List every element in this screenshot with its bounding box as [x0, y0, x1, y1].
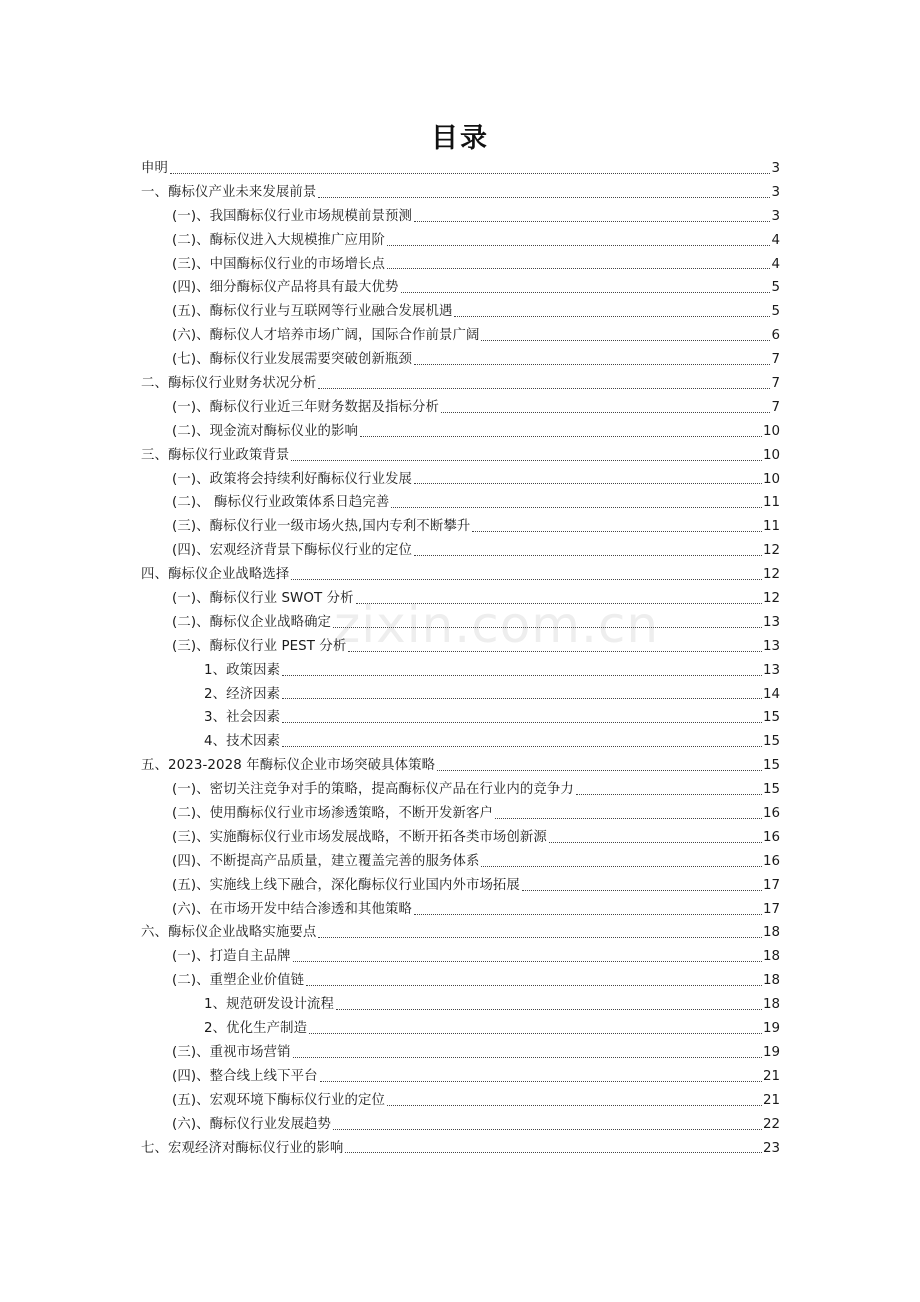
toc-entry-title: (二)、使用酶标仪行业市场渗透策略，不断开发新客户	[172, 806, 493, 822]
toc-entry[interactable]	[141, 635, 780, 659]
toc-entry[interactable]	[141, 157, 780, 181]
toc-entry[interactable]	[141, 874, 780, 898]
toc-page-number: 16	[762, 829, 780, 845]
toc-dot-leader	[414, 220, 770, 222]
toc-page-number: 7	[771, 399, 780, 415]
toc-entry[interactable]	[141, 778, 780, 802]
toc-entry[interactable]	[141, 898, 780, 922]
toc-entry-title: 六、酶标仪企业战略实施要点	[141, 925, 317, 941]
toc-page-number: 21	[762, 1092, 780, 1108]
toc-entry[interactable]	[141, 659, 780, 683]
toc-entry-title: (三)、重视市场营销	[172, 1044, 291, 1060]
toc-page-number: 18	[762, 973, 780, 989]
toc-entry-title: 4、技术因素	[204, 734, 281, 750]
toc-entry-title: 三、酶标仪行业政策背景	[141, 447, 290, 463]
toc-dot-leader	[387, 244, 770, 246]
toc-page-number: 22	[762, 1116, 780, 1132]
toc-dot-leader	[576, 793, 762, 795]
page-title: 目录	[431, 123, 489, 154]
toc-entry[interactable]	[141, 730, 780, 754]
toc-entry-title: (一)、密切关注竞争对手的策略，提高酶标仪产品在行业内的竞争力	[172, 782, 574, 798]
toc-entry[interactable]	[141, 181, 780, 205]
toc-entry-title: (一)、酶标仪行业 SWOT 分析	[172, 591, 354, 607]
toc-page-number: 10	[762, 447, 780, 463]
toc-entry[interactable]	[141, 683, 780, 707]
toc-page-number: 5	[771, 280, 780, 296]
toc-entry[interactable]	[141, 300, 780, 324]
toc-dot-leader	[345, 1151, 762, 1153]
toc-dot-leader	[414, 363, 770, 365]
toc-dot-leader	[481, 339, 770, 341]
toc-page-number: 11	[762, 495, 780, 511]
toc-entry[interactable]	[141, 515, 780, 539]
toc-entry-title: 申明	[141, 160, 168, 176]
toc-page-number: 19	[762, 1021, 780, 1037]
toc-dot-leader	[282, 674, 762, 676]
toc-entry[interactable]	[141, 922, 780, 946]
toc-page-number: 10	[762, 423, 780, 439]
toc-entry[interactable]	[141, 993, 780, 1017]
toc-dot-leader	[293, 1056, 762, 1058]
toc-page-number: 5	[771, 304, 780, 320]
toc-dot-leader	[437, 769, 762, 771]
toc-entry-title: (五)、宏观环境下酶标仪行业的定位	[172, 1092, 386, 1108]
toc-entry-title: (六)、在市场开发中结合渗透和其他策略	[172, 901, 412, 917]
toc-dot-leader	[291, 578, 762, 580]
toc-page-number: 15	[762, 734, 780, 750]
toc-entry[interactable]	[141, 1065, 780, 1089]
toc-entry[interactable]	[141, 253, 780, 277]
toc-entry[interactable]	[141, 1113, 780, 1137]
toc-entry-title: (一)、酶标仪行业近三年财务数据及指标分析	[172, 399, 439, 415]
toc-entry[interactable]	[141, 229, 780, 253]
toc-dot-leader	[441, 411, 771, 413]
toc-entry[interactable]	[141, 587, 780, 611]
toc-entry[interactable]	[141, 611, 780, 635]
toc-page-number: 3	[771, 208, 780, 224]
toc-entry[interactable]	[141, 1137, 780, 1161]
toc-entry-title: 七、宏观经济对酶标仪行业的影响	[141, 1140, 344, 1156]
toc-entry-title: (二)、现金流对酶标仪业的影响	[172, 423, 359, 439]
toc-page-number: 4	[771, 232, 780, 248]
toc-entry[interactable]	[141, 468, 780, 492]
toc-page-number: 7	[771, 376, 780, 391]
toc-page-number: 15	[762, 710, 780, 726]
toc-dot-leader	[495, 817, 762, 819]
toc-entry-title: (一)、打造自主品牌	[172, 949, 291, 965]
toc-page-number: 19	[762, 1044, 780, 1060]
toc-page-number: 21	[762, 1068, 780, 1084]
toc-entry-title: (六)、酶标仪人才培养市场广阔，国际合作前景广阔	[172, 328, 480, 344]
toc-page-number: 15	[762, 782, 780, 798]
toc-page-number: 18	[762, 949, 780, 965]
toc-entry-title: (一)、我国酶标仪行业市场规模前景预测	[172, 208, 412, 224]
toc-entry[interactable]	[141, 420, 780, 444]
toc-entry-title: 1、政策因素	[204, 662, 281, 678]
toc-entry-title: 五、2023-2028 年酶标仪企业市场突破具体策略	[141, 758, 436, 774]
toc-page-number: 3	[771, 160, 780, 176]
toc-dot-leader	[318, 196, 770, 198]
toc-dot-leader	[309, 1032, 762, 1034]
toc-entry[interactable]	[141, 205, 780, 229]
toc-entry[interactable]	[141, 826, 780, 850]
toc-dot-leader	[356, 602, 762, 604]
toc-entry-title: 2、经济因素	[204, 686, 281, 702]
toc-entry-title: (二)、酶标仪企业战略确定	[172, 614, 332, 630]
toc-dot-leader	[282, 721, 762, 723]
toc-entry-title: 二、酶标仪行业财务状况分析	[141, 376, 317, 391]
toc-page-number: 12	[762, 543, 780, 559]
toc-entry[interactable]	[141, 1041, 780, 1065]
toc-entry-title: (四)、整合线上线下平台	[172, 1068, 318, 1084]
toc-dot-leader	[170, 172, 770, 174]
toc-entry-title: (四)、细分酶标仪产品将具有最大优势	[172, 280, 399, 296]
toc-entry-title: 一、酶标仪产业未来发展前景	[141, 184, 317, 200]
watermark: zixin.com.cn	[334, 596, 660, 654]
toc-entry[interactable]	[141, 396, 780, 420]
toc-dot-leader	[348, 650, 762, 652]
toc-entry-title: 1、规范研发设计流程	[204, 997, 335, 1013]
toc-entry-title: (三)、酶标仪行业一级市场火热,国内专利不断攀升	[172, 519, 471, 535]
toc-dot-leader	[454, 315, 770, 317]
toc-dot-leader	[522, 889, 762, 891]
toc-entry-title: (三)、实施酶标仪行业市场发展战略，不断开拓各类市场创新源	[172, 829, 547, 845]
toc-dot-leader	[414, 554, 762, 556]
toc-dot-leader	[391, 506, 762, 508]
toc-entry[interactable]	[141, 444, 780, 468]
toc-entry-title: (六)、酶标仪行业发展趋势	[172, 1116, 332, 1132]
toc-page-number: 11	[762, 519, 780, 535]
toc-entry[interactable]	[141, 324, 780, 348]
toc-entry-title: (三)、中国酶标仪行业的市场增长点	[172, 256, 386, 272]
toc-entry[interactable]	[141, 1089, 780, 1113]
toc-dot-leader	[481, 865, 762, 867]
toc-page-number: 14	[762, 686, 780, 702]
toc-entry-title: (四)、不断提高产品质量，建立覆盖完善的服务体系	[172, 853, 480, 869]
toc-entry-title: (五)、酶标仪行业与互联网等行业融合发展机遇	[172, 304, 453, 320]
toc-entry-title: 四、酶标仪企业战略选择	[141, 567, 290, 583]
toc-dot-leader	[320, 1080, 762, 1082]
toc-dot-leader	[282, 697, 762, 699]
toc-entry[interactable]	[141, 276, 780, 300]
toc-entry[interactable]	[141, 706, 780, 730]
toc-dot-leader	[282, 745, 762, 747]
toc-entry-title: (二)、重塑企业价值链	[172, 973, 305, 989]
toc-entry[interactable]	[141, 802, 780, 826]
toc-page-number: 10	[762, 471, 780, 487]
toc-dot-leader	[387, 267, 770, 269]
toc-page-number: 16	[762, 806, 780, 822]
toc-entry[interactable]	[141, 945, 780, 969]
toc-page-number: 18	[762, 997, 780, 1013]
toc-dot-leader	[549, 841, 762, 843]
toc-entry[interactable]	[141, 969, 780, 993]
table-of-contents	[141, 157, 780, 1160]
toc-dot-leader	[306, 984, 762, 986]
toc-dot-leader	[414, 913, 762, 915]
toc-page-number: 7	[771, 352, 780, 368]
toc-entry-title: (二)、 酶标仪行业政策体系日趋完善	[172, 495, 390, 511]
toc-page-number: 12	[762, 567, 780, 583]
toc-entry-title: (二)、酶标仪进入大规模推广应用阶	[172, 232, 386, 248]
toc-dot-leader	[387, 1104, 762, 1106]
toc-dot-leader	[401, 291, 771, 293]
toc-page-number: 13	[762, 614, 780, 630]
toc-page-number: 6	[771, 328, 780, 344]
toc-dot-leader	[318, 936, 762, 938]
toc-page-number: 12	[762, 591, 780, 607]
toc-dot-leader	[333, 1128, 762, 1130]
toc-dot-leader	[293, 960, 762, 962]
toc-entry[interactable]	[141, 491, 780, 515]
toc-dot-leader	[291, 459, 762, 461]
toc-entry[interactable]	[141, 372, 780, 396]
toc-entry[interactable]	[141, 850, 780, 874]
toc-dot-leader	[336, 1008, 762, 1010]
toc-page-number: 15	[762, 758, 780, 774]
toc-dot-leader	[333, 626, 762, 628]
toc-entry[interactable]	[141, 539, 780, 563]
toc-entry-title: (一)、政策将会持续利好酶标仪行业发展	[172, 471, 412, 487]
toc-entry-title: (七)、酶标仪行业发展需要突破创新瓶颈	[172, 352, 412, 368]
toc-dot-leader	[472, 530, 762, 532]
toc-dot-leader	[360, 435, 762, 437]
toc-page-number: 17	[762, 901, 780, 917]
toc-dot-leader	[318, 387, 770, 389]
toc-entry[interactable]	[141, 1017, 780, 1041]
toc-page-number: 17	[762, 877, 780, 893]
toc-entry-title: (四)、宏观经济背景下酶标仪行业的定位	[172, 543, 412, 559]
toc-entry[interactable]	[141, 348, 780, 372]
toc-page-number: 13	[762, 638, 780, 654]
toc-entry-title: 3、社会因素	[204, 710, 281, 726]
toc-page-number: 3	[771, 184, 780, 200]
toc-entry-title: (五)、实施线上线下融合，深化酶标仪行业国内外市场拓展	[172, 877, 520, 893]
toc-entry-title: 2、优化生产制造	[204, 1021, 308, 1037]
toc-page-number: 4	[771, 256, 780, 272]
toc-entry[interactable]	[141, 563, 780, 587]
toc-dot-leader	[414, 482, 762, 484]
toc-page-number: 18	[762, 925, 780, 941]
toc-page-number: 23	[762, 1140, 780, 1156]
toc-page-number: 16	[762, 853, 780, 869]
toc-entry-title: (三)、酶标仪行业 PEST 分析	[172, 638, 347, 654]
toc-entry[interactable]	[141, 754, 780, 778]
toc-page-number: 13	[762, 662, 780, 678]
